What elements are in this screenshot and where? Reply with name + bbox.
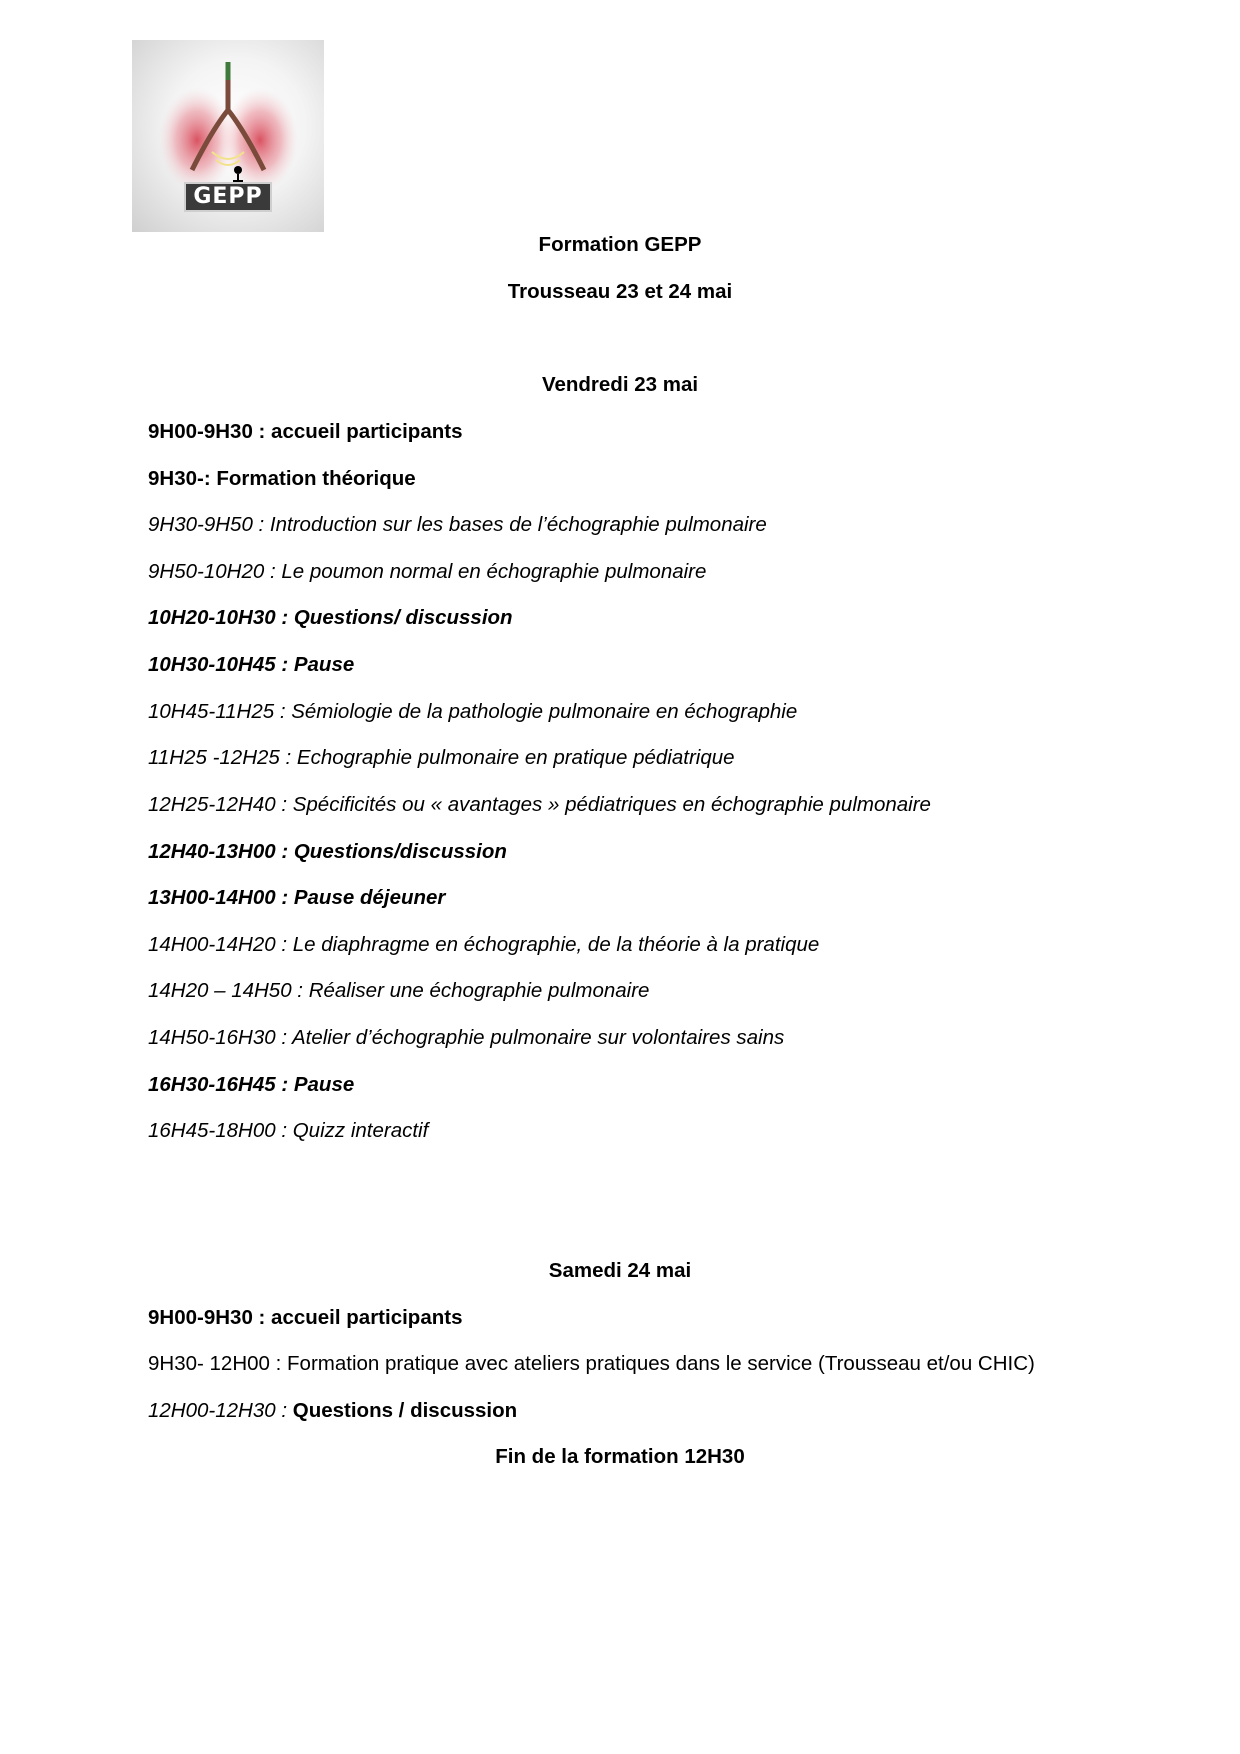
schedule-item: 10H30-10H45 : Pause: [148, 653, 355, 676]
gepp-logo: [132, 40, 324, 232]
page-subtitle: Trousseau 23 et 24 mai: [507, 280, 733, 303]
end-note: Fin de la formation 12H30: [495, 1445, 745, 1468]
schedule-item: 16H30-16H45 : Pause: [148, 1073, 355, 1096]
schedule-item: 9H00-9H30 : accueil participants: [148, 420, 463, 443]
schedule-item: 13H00-14H00 : Pause déjeuner: [148, 886, 446, 909]
schedule-item: 9H30-: Formation théorique: [148, 467, 416, 490]
schedule-item: 10H45-11H25 : Sémiologie de la pathologie pulmonaire en échographie: [148, 700, 798, 723]
day1-heading: Vendredi 23 mai: [541, 373, 699, 396]
logo-text: GEPP: [184, 182, 272, 212]
schedule-item: 9H30-9H50 : Introduction sur les bases de l’échographie pulmonaire: [148, 513, 767, 536]
schedule-item: 16H45-18H00 : Quizz interactif: [148, 1119, 429, 1142]
page-title: Formation GEPP: [538, 233, 702, 256]
schedule-item: 14H20 – 14H50 : Réaliser une échographie pulmonaire: [148, 979, 650, 1002]
schedule-item: 12H25-12H40 : Spécificités ou « avantages » pédiatriques en échographie pulmonaire: [148, 793, 931, 816]
day2-heading: Samedi 24 mai: [548, 1259, 692, 1282]
schedule-item: 9H00-9H30 : accueil participants: [148, 1306, 463, 1329]
schedule-item: 9H30- 12H00 : Formation pratique avec ateliers pratiques dans le service (Trousseau et/ou CHIC): [148, 1352, 1035, 1375]
schedule-item: 10H20-10H30 : Questions/ discussion: [148, 606, 513, 629]
schedule-item: 12H40-13H00 : Questions/discussion: [148, 840, 507, 863]
schedule-item: 9H50-10H20 : Le poumon normal en échographie pulmonaire: [148, 560, 707, 583]
schedule-time: 12H00-12H30 :: [148, 1399, 288, 1422]
schedule-label: Questions / discussion: [292, 1399, 518, 1422]
schedule-item-last: [148, 1398, 517, 1424]
schedule-item: 11H25 -12H25 : Echographie pulmonaire en pratique pédiatrique: [148, 746, 735, 769]
schedule-item: 14H00-14H20 : Le diaphragme en échographie, de la théorie à la pratique: [148, 933, 820, 956]
schedule-item: 14H50-16H30 : Atelier d’échographie pulmonaire sur volontaires sains: [148, 1026, 785, 1049]
